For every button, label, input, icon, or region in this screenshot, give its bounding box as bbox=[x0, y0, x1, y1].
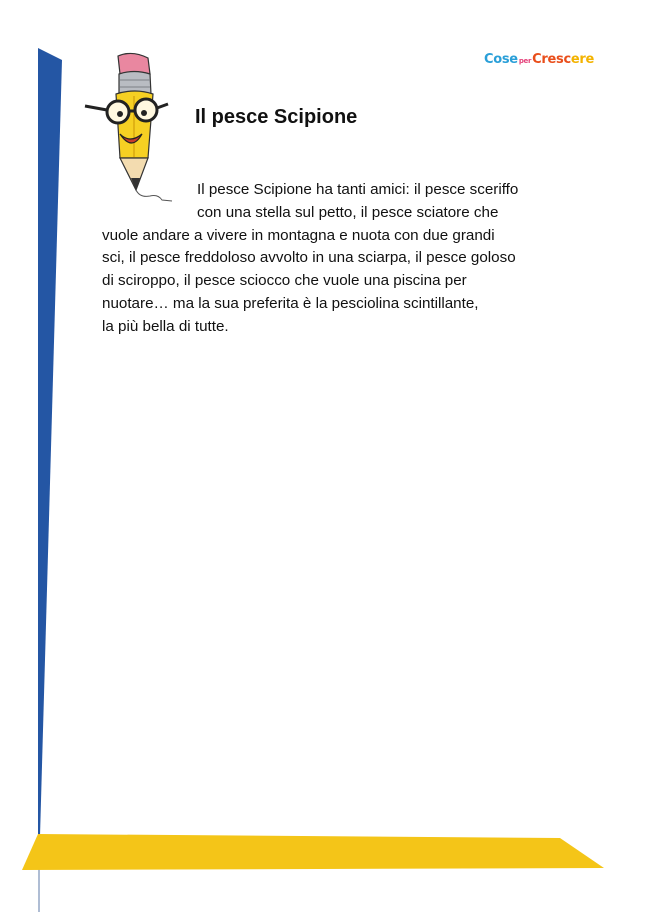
story-line: la più bella di tutte. bbox=[102, 317, 229, 335]
story-line: sci, il pesce freddoloso avvolto in una sciarpa, il pesce goloso bbox=[102, 249, 516, 267]
story-line: nuotare… ma la sua preferita è la pesciolina scintillante, bbox=[102, 294, 479, 312]
logo-part-ere: ere bbox=[570, 52, 595, 67]
story-text bbox=[102, 179, 612, 339]
logo-part-cresc: Cresc bbox=[532, 52, 571, 67]
logo-part-cose: Cose bbox=[484, 52, 518, 67]
story-line: con una stella sul petto, il pesce sciatore che bbox=[197, 203, 499, 221]
brand-logo bbox=[484, 52, 594, 67]
page-title: Il pesce Scipione bbox=[195, 106, 358, 128]
story-line: di sciroppo, il pesce sciocco che vuole una piscina per bbox=[102, 272, 467, 290]
story-line: Il pesce Scipione ha tanti amici: il pesce sceriffo bbox=[197, 181, 519, 198]
story-line: vuole andare a vivere in montagna e nuota con due grandi bbox=[102, 226, 495, 244]
logo-part-per: per bbox=[518, 57, 532, 65]
